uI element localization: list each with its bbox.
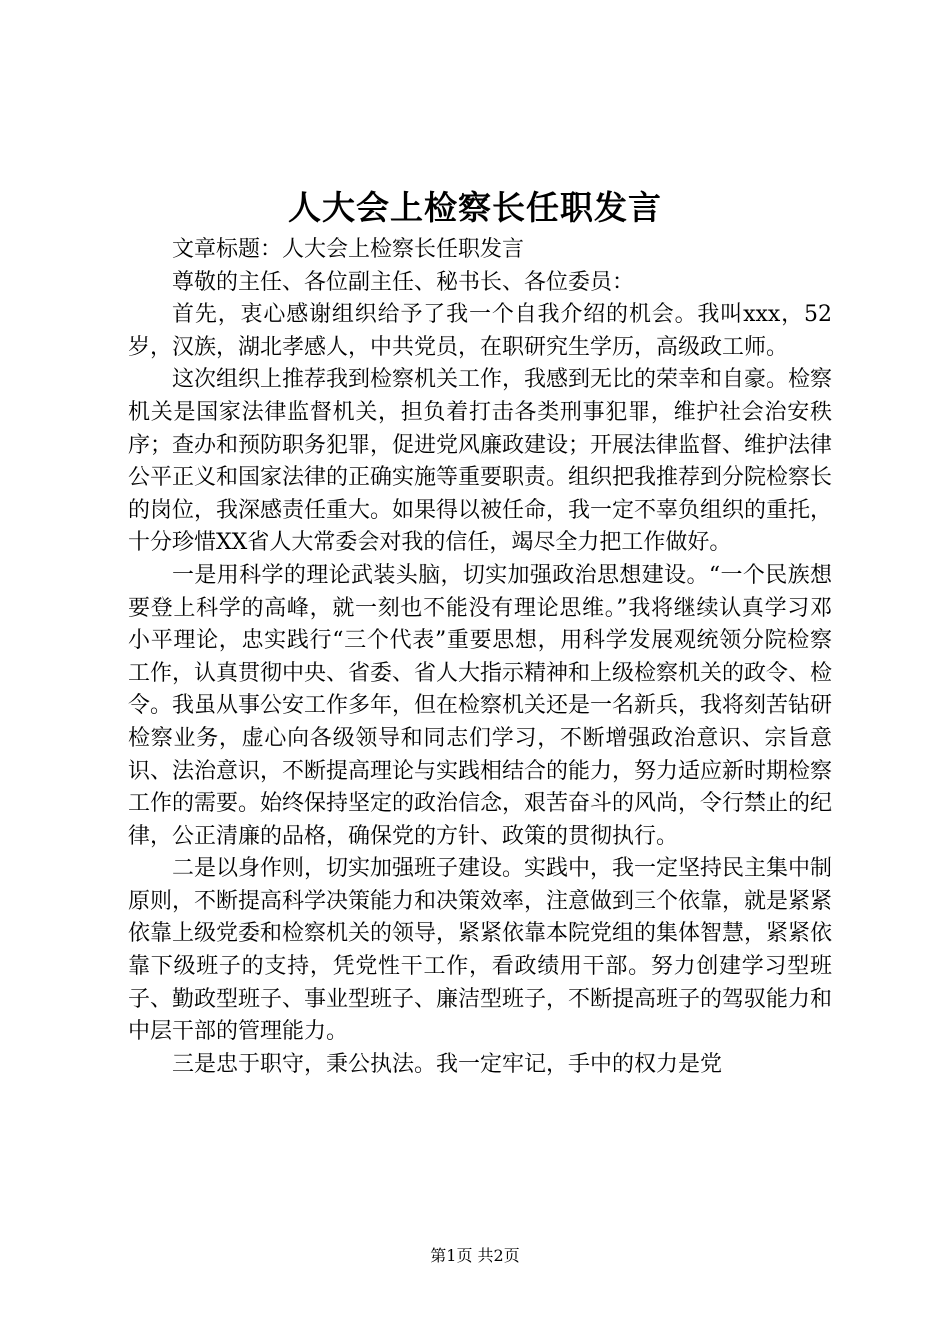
paragraph-point-one: 一是用科学的理论武装头脑，切实加强政治思想建设。“一个民族想要登上科学的高峰，就一刻也不能没有理论思维。”我将继续认真学习邓小平理论，忠实践行“三个代表”重要思想，用科学发展观统领分院检察工作，认真贯彻中央、省委、省人大指示精神和上级检察机关的政令、检令。我虽从事公安工作多年，但在检察机关还是一名新兵，我将刻苦钻研检察业务，虚心向各级领导和同志们学习，不断增强政治意识、宗旨意识、法治意识，不断提高理论与实践相结合的能力，努力适应新时期检察工作的需要。始终保持坚定的政治信念，艰苦奋斗的风尚，令行禁止的纪律，公正清廉的品格，确保党的方针、政策的贯彻执行。 [128,562,833,849]
page-number-footer: 第1页 共2页 [430,1246,520,1265]
paragraph-point-two: 二是以身作则，切实加强班子建设。实践中，我一定坚持民主集中制原则，不断提高科学决策能力和决策效率，注意做到三个依靠，就是紧紧依靠上级党委和检察机关的领导，紧紧依靠本院党组的集体智慧，紧紧依靠下级班子的支持，凭党性干工作，看政绩用干部。努力创建学习型班子、勤政型班子、事业型班子、廉洁型班子，不断提高班子的驾驭能力和中层干部的管理能力。 [128,856,833,1045]
document-body [128,234,832,1081]
document-title: 人大会上检察长任职发言 [288,188,662,227]
paragraph-article-title: 文章标题：人大会上检察长任职发言 [172,237,525,262]
paragraph-introduction: 首先，衷心感谢组织给予了我一个自我介绍的机会。我叫xxx，52岁，汉族，湖北孝感人，中共党员，在职研究生学历，高级政工师。 [128,302,832,360]
paragraph-honor: 这次组织上推荐我到检察机关工作，我感到无比的荣幸和自豪。检察机关是国家法律监督机关，担负着打击各类刑事犯罪，维护社会治安秩序；查办和预防职务犯罪，促进党风廉政建设；开展法律监督、维护法律公平正义和国家法律的正确实施等重要职责。组织把我推荐到分院检察长的岗位，我深感责任重大。如果得以被任命，我一定不辜负组织的重托，十分珍惜XX省人大常委会对我的信任，竭尽全力把工作做好。 [128,367,833,556]
paragraph-salutation: 尊敬的主任、各位副主任、秘书长、各位委员： [172,269,635,295]
paragraph-point-three: 三是忠于职守，秉公执法。我一定牢记，手中的权力是党 [172,1051,723,1077]
